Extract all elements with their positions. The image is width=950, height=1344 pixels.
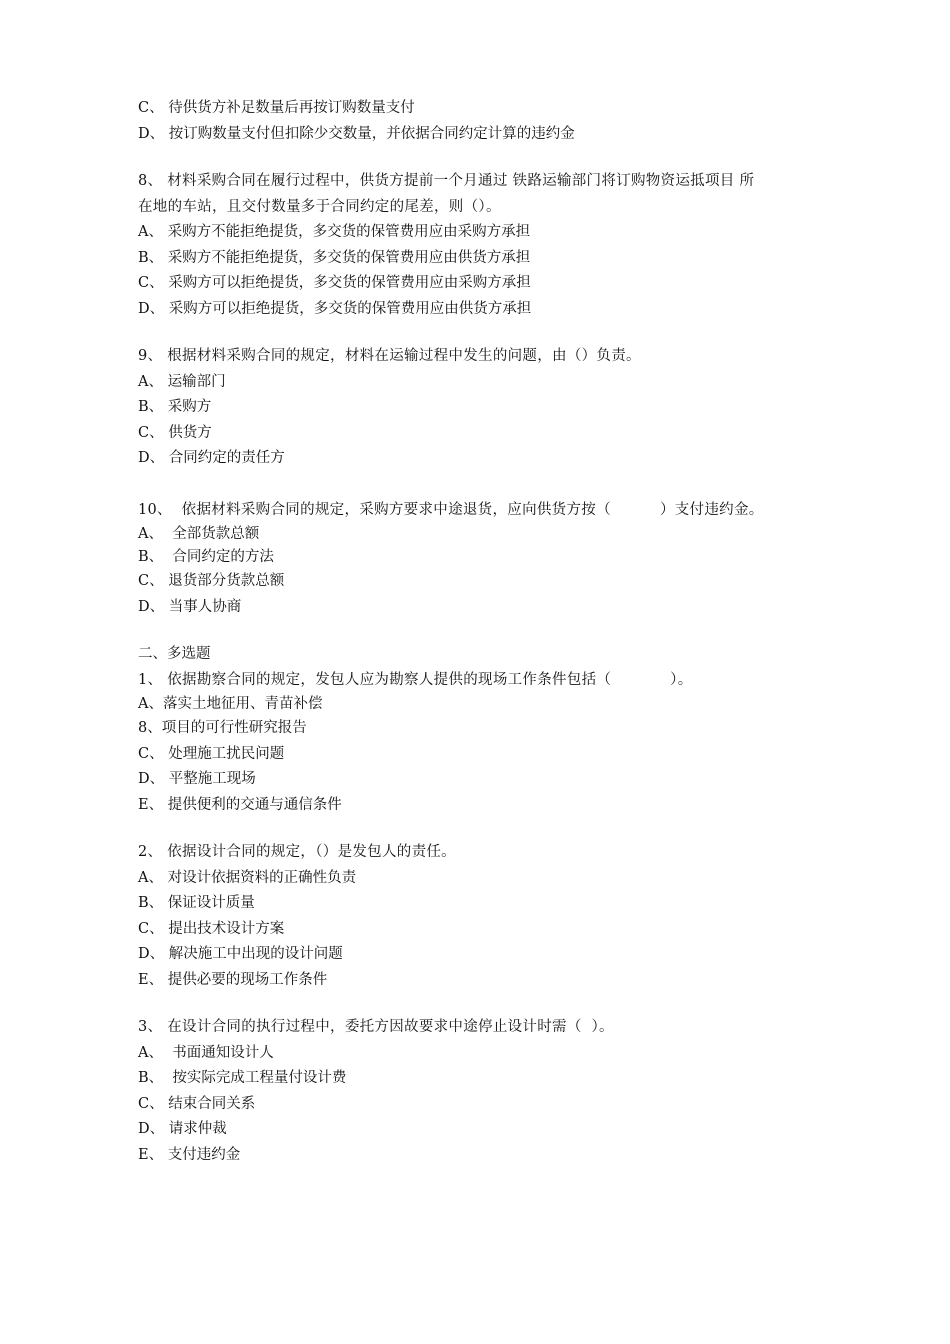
option-line: B、 采购方不能拒绝提货，多交货的保管费用应由供货方承担 xyxy=(138,249,531,266)
option-line: A、 书面通知设计人 xyxy=(138,1044,274,1061)
section-heading: 二、多选题 xyxy=(138,646,211,662)
question-stem: 2、 依据设计合同的规定，（）是发包人的责任。 xyxy=(138,844,456,860)
option-line: A、 采购方不能拒绝提货，多交货的保管费用应由采购方承担 xyxy=(138,224,531,240)
spacer xyxy=(138,993,818,1015)
option-line: A、落实土地征用、青苗补偿 xyxy=(138,696,323,712)
option-line: C、 退货部分货款总额 xyxy=(138,573,285,589)
question-stem: 在地的车站，且交付数量多于合同约定的尾差，则（）。 xyxy=(138,198,501,215)
option-line: D、 请求仲裁 xyxy=(138,1121,227,1137)
option-line: A、 对设计依据资料的正确性负责 xyxy=(138,869,357,886)
spacer xyxy=(138,322,818,344)
option-line: B、 采购方 xyxy=(138,399,212,415)
spacer xyxy=(138,147,818,169)
option-line: C、 供货方 xyxy=(138,424,212,441)
spacer xyxy=(138,620,818,642)
spacer xyxy=(138,472,818,498)
option-line: C、 处理施工扰民问题 xyxy=(138,745,285,762)
option-line: B、 合同约定的方法 xyxy=(138,549,274,565)
option-line: B、 保证设计质量 xyxy=(138,895,255,911)
option-line: C、 提出技术设计方案 xyxy=(138,920,285,937)
option-line: D、 平整施工现场 xyxy=(138,771,256,787)
question-stem: 9、 根据材料采购合同的规定，材料在运输过程中发生的问题，由（）负责。 xyxy=(138,348,641,364)
option-line: D、 当事人协商 xyxy=(138,598,242,615)
option-line: D、 采购方可以拒绝提货，多交货的保管费用应由供货方承担 xyxy=(138,300,532,317)
spacer xyxy=(138,818,818,840)
option-line: D、 按订购数量支付但扣除少交数量，并依据合同约定计算的违约金 xyxy=(138,125,575,142)
option-line: 8、项目的可行性研究报告 xyxy=(138,720,307,736)
option-line: E、 提供必要的现场工作条件 xyxy=(138,971,328,988)
option-line: A、 全部货款总额 xyxy=(138,526,260,542)
document-body xyxy=(138,96,818,1168)
question-stem: 1、 依据勘察合同的规定，发包人应为勘察人提供的现场工作条件包括（ ）。 xyxy=(138,671,693,688)
option-line: D、 合同约定的责任方 xyxy=(138,450,285,466)
option-line: E、 支付违约金 xyxy=(138,1146,241,1163)
option-line: C、 采购方可以拒绝提货，多交货的保管费用应由采购方承担 xyxy=(138,275,531,291)
option-line: E、 提供便利的交通与通信条件 xyxy=(138,796,342,813)
option-line: B、 按实际完成工程量付设计费 xyxy=(138,1070,347,1086)
question-stem: 8、 材料采购合同在履行过程中，供货方提前一个月通过 铁路运输部门将订购物资运抵项目 所 xyxy=(138,173,755,189)
question-stem: 10、 依据材料采购合同的规定，采购方要求中途退货，应向供货方按（ ）支付违约金。 xyxy=(138,501,764,518)
option-line: C、 结束合同关系 xyxy=(138,1095,256,1112)
option-line: D、 解决施工中出现的设计问题 xyxy=(138,946,343,962)
option-line: C、 待供货方补足数量后再按订购数量支付 xyxy=(138,100,415,116)
question-stem: 3、 在设计合同的执行过程中，委托方因故要求中途停止设计时需（ ）。 xyxy=(138,1019,614,1035)
option-line: A、 运输部门 xyxy=(138,373,226,390)
